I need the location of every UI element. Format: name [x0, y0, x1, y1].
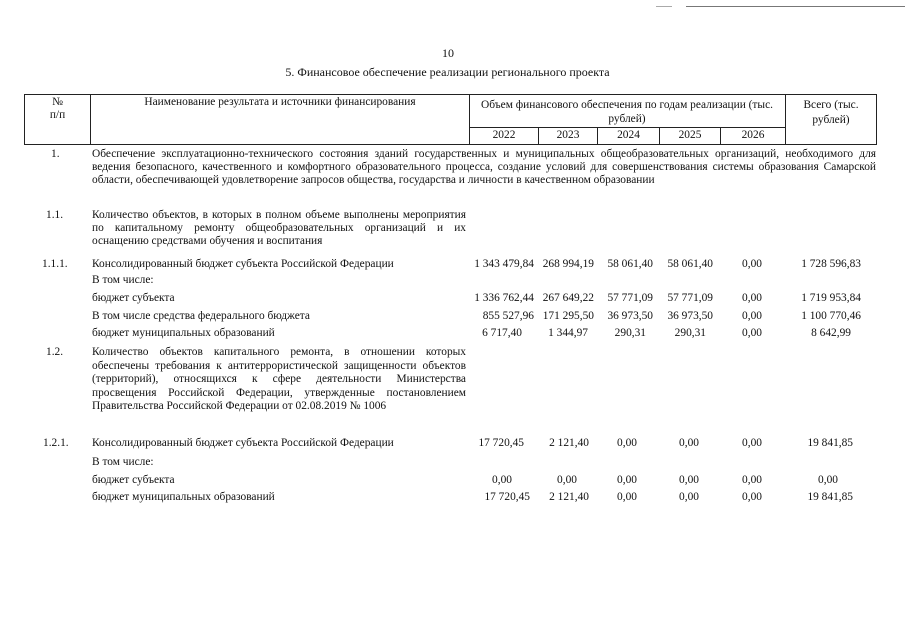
total-cell: 0,00 [818, 474, 838, 486]
value-cell: 57 771,09 [667, 292, 713, 304]
row-name: Консолидированный бюджет субъекта Российской Федерации [92, 437, 394, 449]
grid-line [876, 94, 877, 145]
value-cell: 0,00 [617, 491, 637, 503]
value-cell: 0,00 [742, 437, 762, 449]
value-cell: 6 717,40 [482, 327, 522, 339]
value-cell: 0,00 [617, 474, 637, 486]
row-name: В том числе средства федерального бюджета [92, 310, 310, 322]
value-cell: 36 973,50 [667, 310, 713, 322]
header-name: Наименование результата и источники финансирования [144, 96, 416, 108]
header-volume: Объем финансового обеспечения по годам реализации (тыс. рублей) [481, 99, 773, 125]
row-number: 1.1.1. [42, 258, 68, 270]
row-name: Обеспечение эксплуатационно-технического состояния зданий государственных и муниципальных общеобразовательных организаций, необходимого для ведения безопасного, качественного и комфортного образовательного процесса, создание условий для совершенствования системы образования Самарской области, обеспечивающей удовлетворение запросов общества, государства и личности в качественном образовании [92, 148, 876, 186]
value-cell: 290,31 [614, 327, 646, 339]
value-cell: 0,00 [679, 491, 699, 503]
total-cell: 19 841,85 [807, 491, 853, 503]
value-cell: 0,00 [679, 474, 699, 486]
value-cell: 0,00 [742, 310, 762, 322]
value-cell: 2 121,40 [549, 437, 589, 449]
row-name: бюджет субъекта [92, 292, 175, 304]
row-number: 1. [51, 148, 60, 160]
total-cell: 8 642,99 [811, 327, 851, 339]
total-cell: 1 719 953,84 [801, 292, 861, 304]
row-name: Консолидированный бюджет субъекта Российской Федерации [92, 258, 394, 270]
value-cell: 0,00 [557, 474, 577, 486]
value-cell: 0,00 [492, 474, 512, 486]
value-cell: 0,00 [742, 474, 762, 486]
years-divider-line [469, 127, 785, 128]
row-name: бюджет муниципальных образований [92, 491, 275, 503]
scan-artifact-line [686, 6, 905, 7]
row-name: бюджет муниципальных образований [92, 327, 275, 339]
row-number: 1.2.1. [43, 437, 69, 449]
value-cell: 290,31 [674, 327, 706, 339]
row-number: 1.1. [46, 209, 64, 221]
value-cell: 1 343 479,84 [474, 258, 534, 270]
value-cell: 1 336 762,44 [474, 292, 534, 304]
row-name: бюджет субъекта [92, 474, 175, 486]
table-header-bottom-border [24, 144, 876, 145]
value-cell: 0,00 [679, 437, 699, 449]
row-name: Количество объектов капитального ремонта, в отношении которых обеспечены требования к антитеррористической защищенности объектов (территорий), относящихся к сфере деятельности Министерства просвещения Российской Федерации, утвержденные постановлением Правительства Российской Федерации от 02.08.2019 № 1006 [92, 346, 466, 413]
table-top-border [24, 94, 876, 95]
value-cell: 57 771,09 [607, 292, 653, 304]
total-cell: 1 728 596,83 [801, 258, 861, 270]
value-cell: 1 344,97 [548, 327, 588, 339]
scan-artifact-dash [656, 6, 672, 7]
value-cell: 17 720,45 [478, 437, 524, 449]
header-year: 2024 [617, 129, 640, 141]
value-cell: 171 295,50 [542, 310, 594, 322]
value-cell: 0,00 [742, 491, 762, 503]
header-year: 2023 [556, 129, 580, 141]
value-cell: 0,00 [742, 292, 762, 304]
header-total: Всего (тыс. рублей) [803, 99, 859, 126]
page-number: 10 [442, 46, 454, 60]
value-cell: 36 973,50 [607, 310, 653, 322]
row-name: Количество объектов, в которых в полном объеме выполнены мероприятия по капитальному ремонту общеобразовательных организаций и их оснащению средствами обучения и воспитания [92, 209, 466, 247]
value-cell: 17 720,45 [484, 491, 530, 503]
page-title: 5. Финансовое обеспечение реализации регионального проекта [285, 65, 610, 79]
row-number: 1.2. [46, 346, 64, 358]
header-num: № п/п [49, 96, 66, 121]
value-cell: 58 061,40 [667, 258, 713, 270]
value-cell: 58 061,40 [607, 258, 653, 270]
value-cell: 0,00 [742, 327, 762, 339]
grid-line [785, 94, 786, 145]
total-cell: 1 100 770,46 [801, 310, 861, 322]
header-year: 2022 [492, 129, 516, 141]
total-cell: 19 841,85 [807, 437, 853, 449]
value-cell: 267 649,22 [542, 292, 594, 304]
row-name: В том числе: [92, 274, 154, 286]
value-cell: 2 121,40 [549, 491, 589, 503]
value-cell: 0,00 [742, 258, 762, 270]
value-cell: 855 527,96 [482, 310, 534, 322]
header-year: 2025 [678, 129, 702, 141]
value-cell: 268 994,19 [542, 258, 594, 270]
value-cell: 0,00 [617, 437, 637, 449]
row-name: В том числе: [92, 456, 154, 468]
header-year: 2026 [741, 129, 765, 141]
